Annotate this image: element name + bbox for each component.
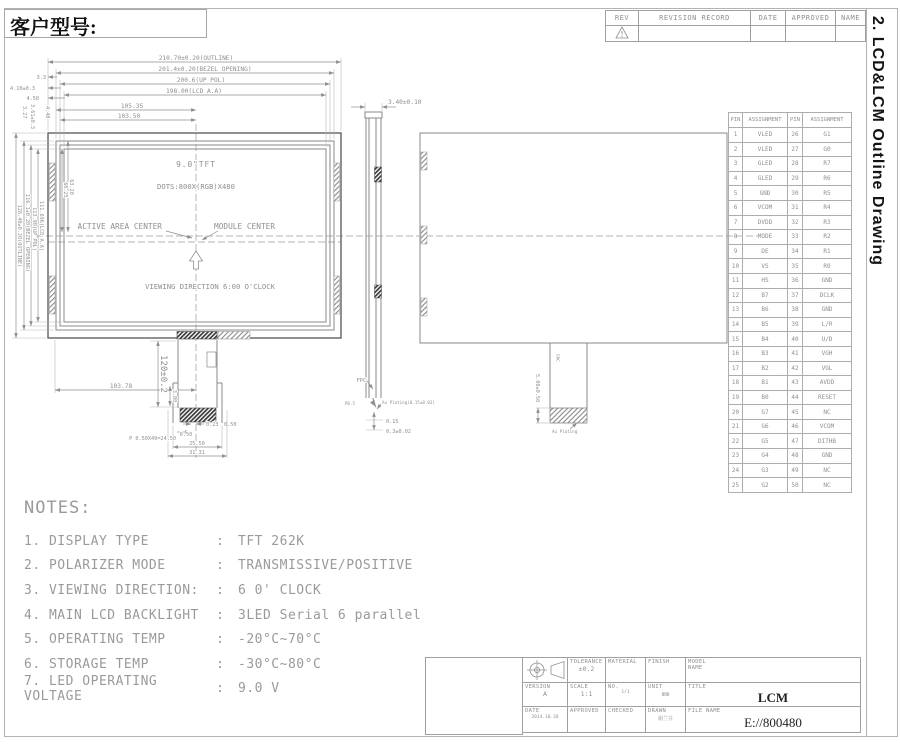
dim-bezel-height: 116.1±0.20(BEZEL OPENING) (24, 193, 30, 273)
drawn-value: 谢兰芬 (657, 715, 673, 722)
pin-cell: HS (743, 273, 788, 288)
pin-cell: B1 (743, 376, 788, 391)
finish-cell (646, 658, 686, 683)
dim-0-50r: 0.50 (224, 422, 237, 428)
pin-cell: 9 (729, 244, 743, 259)
pin-cell: 30 (788, 186, 803, 201)
dim-105: 105.35 (120, 103, 144, 110)
fpc-contact-strip2 (218, 332, 250, 340)
note-text: : (216, 681, 225, 697)
note-text: 6 0' CLOCK (238, 582, 322, 598)
pin-cell: 39 (788, 317, 803, 332)
note-text: : (216, 582, 225, 598)
model-name-label: MODEL NAME (688, 659, 707, 672)
dim-4-10: 4.10±0.3 (10, 86, 35, 92)
pin-cell: 8 (729, 230, 743, 245)
dim-5-00: 5.00±0.50 (534, 373, 540, 403)
pin-cell: B5 (743, 317, 788, 332)
pin-header-row (729, 113, 852, 128)
note-item (24, 578, 504, 603)
checked-cell (606, 707, 646, 732)
note-text: -30°C~80°C (238, 656, 322, 672)
dim-thickness: 3.40±0.10 (388, 99, 422, 106)
pin-row (729, 449, 852, 464)
model-name-cell (686, 658, 860, 683)
pin-cell: U/D (803, 332, 852, 347)
pin-cell: R5 (803, 186, 852, 201)
note-text: 5. OPERATING TEMP (24, 632, 166, 648)
pin-cell: DCLK (803, 288, 852, 303)
pin-cell: R4 (803, 200, 852, 215)
note-text: TRANSMISSIVE/POSITIVE (238, 558, 413, 574)
record-header: REVISION RECORD (639, 11, 751, 26)
dim-120: 120±0.2 (158, 355, 168, 393)
date-header: DATE (751, 11, 786, 26)
section-title: 2. LCD&LCM Outline Drawing (869, 16, 886, 266)
pin-cell: 16 (729, 346, 743, 361)
pin-cell: 38 (788, 303, 803, 318)
dim-60-25: 60.25 (62, 182, 68, 198)
dim-0-50: 0.50 (179, 432, 193, 438)
label-p05: P0.5 (344, 401, 355, 406)
pin-row (729, 390, 852, 405)
dim-4-40: 4.40 (44, 106, 50, 119)
pin-cell: VCOM (743, 200, 788, 215)
pin-cell: 26 (788, 128, 803, 143)
name-header: NAME (836, 11, 866, 26)
projection-symbol-cell (523, 658, 568, 683)
title-value: LCM (757, 689, 789, 705)
no-cell (606, 683, 646, 708)
note-text: 3LED Serial 6 parallel (238, 607, 422, 623)
unit-cell (646, 683, 686, 708)
pin-cell: 31 (788, 200, 803, 215)
pin-cell: DITHB (803, 434, 852, 449)
label-plating: Au Plating(0.15±0.03) (382, 400, 435, 405)
title-block-empty-cell (425, 657, 523, 735)
label-back-fpc: FPC (555, 354, 560, 362)
pin-cell: 35 (788, 259, 803, 274)
pin-cell: R0 (803, 259, 852, 274)
checked-label: CHECKED (608, 708, 634, 715)
label-size: 9.0"TFT (176, 160, 216, 169)
pin-row (729, 434, 852, 449)
pin-row (729, 215, 852, 230)
pin-row (729, 303, 852, 318)
tolerance-label: TOLERANCE (570, 659, 603, 665)
file-name-label: FILE NAME (688, 708, 721, 715)
pin-row (729, 244, 852, 259)
dim-outline-height: 126.40±0.20(OUTLINE) (16, 204, 22, 268)
pin-cell: 44 (788, 390, 803, 405)
dim-25-50: 25.50 (189, 441, 205, 447)
pin-row (729, 419, 852, 434)
pin-cell: NC (803, 463, 852, 478)
pin-cell: 10 (729, 259, 743, 274)
unit-label: UNIT (648, 683, 663, 690)
pin-cell: 11 (729, 273, 743, 288)
pin-cell: 5 (729, 186, 743, 201)
pin-cell: DE (743, 244, 788, 259)
file-name-value: E://800480 (744, 714, 802, 730)
projection-symbol-icon (523, 658, 567, 682)
pin-row (729, 186, 852, 201)
pin-cell: R7 (803, 157, 852, 172)
dim-31-31: 31.31 (189, 450, 205, 456)
no-value: 1/1 (621, 689, 630, 695)
pin-cell: GND (743, 186, 788, 201)
pin-cell: GND (803, 303, 852, 318)
dim-outline-width: 210.70±0.20(OUTLINE) (158, 55, 234, 62)
pin-cell: G1 (803, 128, 852, 143)
pin-cell: 40 (788, 332, 803, 347)
pin-cell: 27 (788, 142, 803, 157)
pin-cell: GND (803, 273, 852, 288)
scale-cell (568, 683, 606, 708)
date-cell (523, 707, 568, 732)
pin-row (729, 405, 852, 420)
unit-value: mm (661, 689, 670, 698)
note-text: 4. MAIN LCD BACKLIGHT (24, 607, 199, 623)
note-text: : (216, 656, 225, 672)
note-item (24, 529, 504, 554)
pin-cell: 7 (729, 215, 743, 230)
pin-cell: 49 (788, 463, 803, 478)
pin-cell: 48 (788, 449, 803, 464)
pin-cell: NC (803, 478, 852, 493)
version-value: A (543, 689, 547, 698)
pin-cell: DVDD (743, 215, 788, 230)
pin-row (729, 288, 852, 303)
material-label: MATERIAL (608, 659, 637, 665)
pin-cell: G3 (743, 463, 788, 478)
dim-0-3: 0.3±0.02 (386, 429, 411, 435)
label-fpc: FPC (356, 378, 366, 384)
note-text: 1. DISPLAY TYPE (24, 533, 149, 549)
pin-cell: B6 (743, 303, 788, 318)
pin-cell: 3 (729, 157, 743, 172)
dim-3-61: 3.61±0.3 (29, 104, 35, 129)
pin-cell: R2 (803, 230, 852, 245)
pin-cell: G5 (743, 434, 788, 449)
pin-cell: VGL (803, 361, 852, 376)
pin-cell: 24 (729, 463, 743, 478)
pin-cell: GLED (743, 171, 788, 186)
pin-row (729, 463, 852, 478)
assignment-col-header2: ASSIGNMENT (803, 113, 852, 128)
pin-cell: 33 (788, 230, 803, 245)
pin-cell: RESET (803, 390, 852, 405)
dim-4-50: 4.50 (26, 96, 39, 102)
pin-cell: R3 (803, 215, 852, 230)
pin-cell: 14 (729, 317, 743, 332)
pin-cell: 19 (729, 390, 743, 405)
dim-0-15: 0.15 (386, 419, 399, 425)
pin-cell: 41 (788, 346, 803, 361)
pin-cell: 45 (788, 405, 803, 420)
dim-0-23: 0.23 (206, 422, 219, 428)
pin-cell: 25 (729, 478, 743, 493)
pin-cell: G0 (803, 142, 852, 157)
pin-cell: 21 (729, 419, 743, 434)
dim-pol-width: 200.6(UP POL) (176, 77, 226, 84)
pin-row (729, 273, 852, 288)
pin-cell: B4 (743, 332, 788, 347)
dim-pol-height: 113.90(UP POL) (31, 207, 37, 251)
version-cell (523, 683, 568, 708)
dim-3-80: 3.80 (171, 389, 177, 403)
pin-col-header2: PIN (788, 113, 803, 128)
centerlines (36, 124, 758, 458)
front-view-labels (78, 160, 276, 291)
dim-3-27: 3.27 (21, 106, 27, 119)
fpc-tail (173, 340, 222, 423)
pin-cell: 36 (788, 273, 803, 288)
pin-cell: G7 (743, 405, 788, 420)
date-value: 2014.10.28 (531, 714, 559, 720)
pin-row (729, 230, 852, 245)
pin-row (729, 259, 852, 274)
label-pad: Au Plating (552, 429, 578, 434)
material-cell (606, 658, 646, 683)
pin-cell: VCOM (803, 419, 852, 434)
drawn-cell (646, 707, 686, 732)
pin-cell: 6 (729, 200, 743, 215)
pin-cell: R6 (803, 171, 852, 186)
fpc-contact-strip (177, 332, 217, 340)
pin-col-header: PIN (729, 113, 743, 128)
title-label: TITLE (688, 683, 707, 690)
viewing-direction-arrow (190, 251, 203, 269)
note-item (24, 554, 504, 579)
back-view (420, 133, 727, 434)
dim-aa-width: 198.00(LCD A.A) (166, 88, 222, 95)
pin-cell: L/R (803, 317, 852, 332)
approved-label: APPROVED (570, 708, 599, 715)
dim-103-5: 103.50 (117, 113, 141, 120)
pin-cell: VLED (743, 128, 788, 143)
note-text: : (216, 533, 225, 549)
finish-label: FINISH (648, 659, 670, 665)
note-text: TFT 262K (238, 533, 305, 549)
note-text: -20°C~70°C (238, 632, 322, 648)
approved-header: APPROVED (786, 11, 836, 26)
pin-cell: 42 (788, 361, 803, 376)
assignment-col-header: ASSIGNMENT (743, 113, 788, 128)
pin-cell: B0 (743, 390, 788, 405)
pin-cell: 2 (729, 142, 743, 157)
note-item (24, 627, 504, 652)
pin-cell: 50 (788, 478, 803, 493)
pin-row (729, 128, 852, 143)
pin-cell: B2 (743, 361, 788, 376)
pin-cell: 1 (729, 128, 743, 143)
pin-cell: 34 (788, 244, 803, 259)
pin-cell: VGH (803, 346, 852, 361)
pin-cell: 28 (788, 157, 803, 172)
pin-row (729, 171, 852, 186)
pin-cell: G2 (743, 478, 788, 493)
pin-cell: VS (743, 259, 788, 274)
label-dots: DOTS:800X(RGB)X480 (157, 182, 235, 191)
note-text: 7. LED OPERATING VOLTAGE (24, 673, 158, 704)
tolerance-value: ±0.2 (578, 665, 595, 674)
pin-cell: NC (803, 405, 852, 420)
front-view (48, 133, 341, 423)
dim-63-20: 63.20 (68, 179, 74, 195)
title-block (522, 657, 861, 733)
pin-cell: 46 (788, 419, 803, 434)
pin-cell: B3 (743, 346, 788, 361)
pin-row (729, 317, 852, 332)
customer-model-label: 客户型号: (10, 17, 97, 39)
pin-assignment-table (728, 112, 852, 493)
label-viewing-direction: VIEWING DIRECTION 6:00 O'CLOCK (145, 282, 275, 291)
pin-row (729, 142, 852, 157)
pin-cell: R1 (803, 244, 852, 259)
pin-cell: 29 (788, 171, 803, 186)
pin-cell: 20 (729, 405, 743, 420)
note-item (24, 603, 504, 628)
pin-row (729, 478, 852, 493)
pin-cell: 37 (788, 288, 803, 303)
pin-cell: B7 (743, 288, 788, 303)
dim-3-3: 3.3 (36, 75, 46, 81)
pin-row (729, 200, 852, 215)
drawn-label: DRAWN (648, 708, 667, 715)
pin-table-body (729, 128, 852, 493)
note-text: 9.0 V (238, 681, 280, 697)
dim-103-78: 103.78 (109, 383, 133, 390)
pin-row (729, 157, 852, 172)
pin-cell: G4 (743, 449, 788, 464)
pin-cell: GLED (743, 157, 788, 172)
pin-cell: 18 (729, 376, 743, 391)
title-cell (686, 683, 860, 708)
note-text: 2. POLARIZER MODE (24, 558, 166, 574)
pin-cell: VLED (743, 142, 788, 157)
dim-aa-height: 111.696(LCD A.A) (38, 201, 44, 251)
scale-value: 1:1 (580, 689, 593, 698)
note-text: : (216, 632, 225, 648)
rev-header: REV (606, 11, 639, 26)
pin-cell: MODE (743, 230, 788, 245)
tail-component (207, 352, 216, 367)
pin-cell: 23 (729, 449, 743, 464)
tape-tab (334, 163, 340, 201)
tape-tab (50, 163, 56, 201)
pin-cell: 4 (729, 171, 743, 186)
notes-title: NOTES: (24, 498, 92, 518)
tape-tab (50, 276, 56, 314)
pin-row (729, 376, 852, 391)
pin-cell: 32 (788, 215, 803, 230)
tolerance-cell (568, 658, 606, 683)
pin-cell: 15 (729, 332, 743, 347)
pin-cell: 47 (788, 434, 803, 449)
pin-cell: 43 (788, 376, 803, 391)
tape-tab (334, 276, 340, 314)
pin-cell: AVDD (803, 376, 852, 391)
pin-cell: 22 (729, 434, 743, 449)
pin-cell: 13 (729, 303, 743, 318)
label-aa-center: ACTIVE AREA CENTER (77, 222, 162, 231)
pin-cell: GND (803, 449, 852, 464)
approved-cell (568, 707, 606, 732)
note-text: 3. VIEWING DIRECTION: (24, 582, 199, 598)
note-text: : (216, 607, 225, 623)
dim-pitch: P 0.50X49=24.50 (129, 436, 176, 442)
pin-row (729, 332, 852, 347)
pin-row (729, 361, 852, 376)
side-view (345, 99, 435, 435)
date-label: DATE (525, 708, 540, 715)
version-label: VERSION (525, 683, 551, 690)
no-label: NO. (608, 683, 619, 690)
pin-cell: 12 (729, 288, 743, 303)
pin-cell: G6 (743, 419, 788, 434)
pin-row (729, 346, 852, 361)
note-text: : (216, 558, 225, 574)
note-text: 6. STORAGE TEMP (24, 656, 149, 672)
scale-label: SCALE (570, 683, 589, 690)
file-name-cell (686, 707, 860, 732)
dim-bezel-width: 201.4±0.20(BEZEL OPENING) (158, 66, 252, 73)
label-module-center: MODULE CENTER (214, 222, 276, 231)
pin-cell: 17 (729, 361, 743, 376)
